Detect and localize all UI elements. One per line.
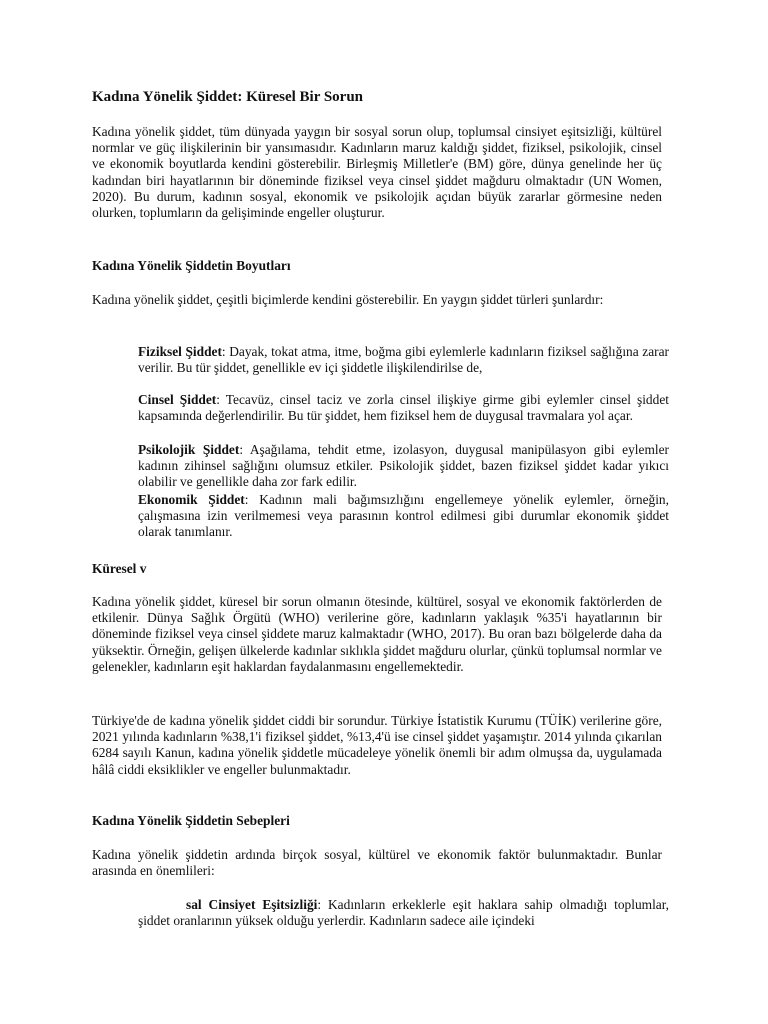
text-physical: : Dayak, tokat atma, itme, boğma gibi eylemlerle kadınların fiziksel sağlığına zarar verilir. Bu tür şiddet, genellikle ev içi şiddetle ilişkilendirilse de, [138,344,669,376]
dimensions-paragraph: Kadına yönelik şiddet, çeşitli biçimlerde kendini gösterebilir. En yaygın şiddet türleri şunlardır: [92,292,604,307]
term-gender-inequality: sal Cinsiyet Eşitsizliği [186,897,318,912]
section-heading-global: Küresel v [92,561,147,576]
term-physical: Fiziksel Şiddet [138,344,222,359]
list-item-psychological [138,442,669,491]
term-psychological: Psikolojik Şiddet [138,442,240,457]
section-heading-causes: Kadına Yönelik Şiddetin Sebepleri [92,813,290,828]
intro-paragraph: Kadına yönelik şiddet, tüm dünyada yaygın bir sosyal sorun olup, toplumsal cinsiyet eşitsizliği, kültürel normlar ve güç ilişkilerinin bir yansımasıdır. Kadınların maruz kaldığı şiddet, fiziksel, psikolojik, cinsel ve ekonomik boyutlarda kendini gösterebilir. Birleşmiş Milletler'e (BM) göre, dünya genelinde her üç kadından biri hayatlarının bir döneminde fiziksel veya cinsel şiddet mağduru olmaktadır (UN Women, 2020). Bu durum, kadının sosyal, ekonomik ve psikolojik açıdan büyük zararlar görmesine neden olurken, toplumların da gelişiminde engeller oluşturur. [92,124,662,221]
list-item-sexual [138,392,669,424]
term-sexual: Cinsel Şiddet [138,392,217,407]
global-paragraph-1: Kadına yönelik şiddet, küresel bir sorun olmanın ötesinde, kültürel, sosyal ve ekonomik faktörlerden de etkilenir. Dünya Sağlık Örgütü (WHO) verilerine göre, kadınların yaklaşık %35'i hayatlarının bir döneminde fiziksel veya cinsel şiddete maruz kalmaktadır (WHO, 2017). Bu oran bazı bölgelerde daha da yüksektir. Örneğin, gelişen ülkelerde kadınlar sıklıkla şiddet mağduru olurlar, çünkü toplumsal normlar ve gelenekler, kadınların eşit haklardan faydalanmasını engellemektedir. [92,594,662,674]
text-gender-inequality: : Kadınların erkeklerle eşit haklara sahip olmadığı toplumlar, şiddet oranlarının yüksek olduğu yerlerdir. Kadınların sadece aile içindeki [138,897,669,929]
list-item-physical [138,344,669,376]
term-economic: Ekonomik Şiddet [138,492,245,507]
list-item-gender-inequality [138,897,669,929]
text-psychological: : Aşağılama, tehdit etme, izolasyon, duygusal manipülasyon gibi eylemler kadının zihinsel sağlığını olumsuz etkiler. Psikolojik şiddet, bazen fiziksel şiddet kadar yıkıcı olabilir ve genellikle daha zor fark edilir. [138,442,669,490]
document-title: Kadına Yönelik Şiddet: Küresel Bir Sorun [92,89,364,105]
text-economic: : Kadının mali bağımsızlığını engellemeye yönelik eylemler, örneğin, çalışmasına izin verilmemesi veya parasının kontrol edilmesi gibi durumlar ekonomik şiddet olarak tanımlanır. [138,492,669,540]
section-heading-dimensions: Kadına Yönelik Şiddetin Boyutları [92,258,291,273]
list-item-economic [138,492,669,541]
causes-paragraph: Kadına yönelik şiddetin ardında birçok sosyal, kültürel ve ekonomik faktör bulunmaktadır. Bunlar arasında en önemlileri: [92,847,662,879]
global-paragraph-2: Türkiye'de de kadına yönelik şiddet ciddi bir sorundur. Türkiye İstatistik Kurumu (TÜİK) verilerine göre, 2021 yılında kadınların %38,1'i fiziksel şiddet, %13,4'ü ise cinsel şiddet yaşamıştır. 2014 yılında çıkarılan 6284 sayılı Kanun, kadına yönelik şiddetle mücadeleye yönelik önemli bir adım olmuşsa da, uygulamada hâlâ ciddi eksiklikler ve engeller bulunmaktadır. [92,713,662,777]
text-sexual: : Tecavüz, cinsel taciz ve zorla cinsel ilişkiye girme gibi eylemler cinsel şiddet kapsamında değerlendirilir. Bu tür şiddet, hem fiziksel hem de duygusal travmalara yol açar. [138,392,669,424]
